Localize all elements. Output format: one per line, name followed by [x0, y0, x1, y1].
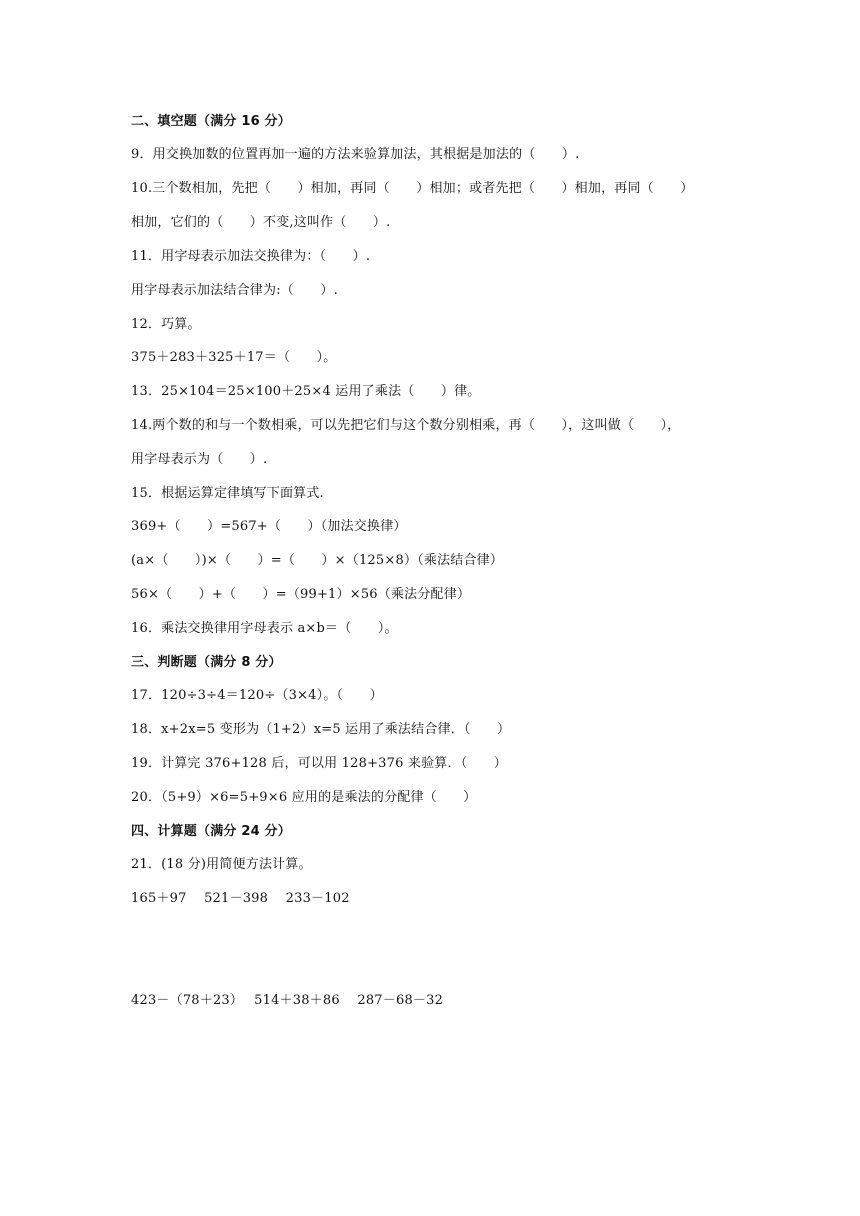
question-15-line-2: 369+（ ）=567+（ ）（加法交换律）: [131, 519, 407, 534]
question-21-title: 21．(18 分)用简便方法计算。: [131, 857, 312, 872]
question-10-line-2: 相加，它们的（ ）不变,这叫作（ ）.: [131, 215, 391, 230]
question-15-line-3: (a×（ ）)×（ ）=（ ）×（125×8）（乘法结合律）: [131, 553, 504, 568]
question-13: 13．25×104＝25×100＋25×4 运用了乘法（ ）律。: [131, 384, 481, 399]
question-21-row-2: 423－（78＋23） 514＋38＋86 287－68－32: [131, 993, 444, 1008]
question-17: 17．120÷3÷4＝120÷（3×4）。（ ）: [131, 688, 383, 703]
question-15-line-4: 56×（ ）+（ ）=（99+1）×56（乘法分配律）: [131, 587, 471, 602]
question-14-line-2: 用字母表示为（ ）.: [131, 452, 268, 467]
question-20: 20．（5+9）×6=5+9×6 应用的是乘法的分配律（ ）: [131, 790, 477, 805]
question-19: 19．计算完 376+128 后，可以用 128+376 来验算．（ ）: [131, 756, 508, 771]
question-16: 16．乘法交换律用字母表示 a×b＝（ ）。: [131, 621, 398, 636]
question-15-line-1: 15．根据运算定律填写下面算式.: [131, 486, 324, 501]
question-11-line-1: 11．用字母表示加法交换律为：（ ）.: [131, 249, 371, 264]
section-heading-calculation: 四、计算题（满分 24 分）: [131, 824, 291, 839]
question-12-line-1: 12．巧算。: [131, 317, 201, 332]
question-21-row-1: 165＋97 521－398 233－102: [131, 891, 350, 906]
section-heading-true-false: 三、判断题（满分 8 分）: [131, 655, 282, 670]
question-11-line-2: 用字母表示加法结合律为:（ ）.: [131, 283, 338, 298]
question-12-line-2: 375＋283＋325＋17＝（ ）。: [131, 350, 337, 365]
question-18: 18．x+2x=5 变形为（1+2）x=5 运用了乘法结合律．（ ）: [131, 722, 511, 737]
question-10-line-1: 10.三个数相加，先把（ ）相加，再同（ ）相加；或者先把（ ）相加，再同（ ）: [131, 181, 694, 196]
question-9: 9．用交换加数的位置再加一遍的方法来验算加法，其根据是加法的（ ）.: [131, 147, 580, 162]
section-heading-fill-in: 二、填空题（满分 16 分）: [131, 114, 291, 129]
question-14-line-1: 14.两个数的和与一个数相乘，可以先把它们与这个数分别相乘，再（ ），这叫做（ ），: [131, 418, 681, 433]
